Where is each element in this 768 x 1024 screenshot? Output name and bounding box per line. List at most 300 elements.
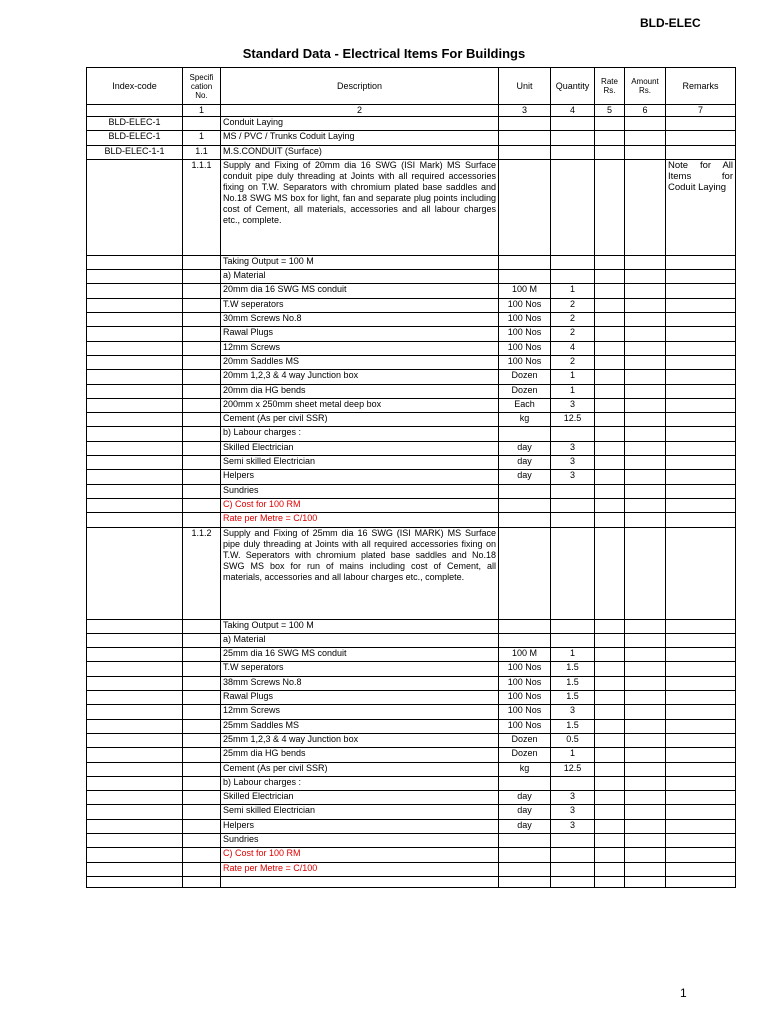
- remarks-cell: [666, 145, 736, 159]
- col-number: 3: [499, 105, 551, 117]
- header-quantity: Quantity: [551, 68, 595, 105]
- unit-cell: [499, 427, 551, 441]
- quantity-cell: 4: [551, 341, 595, 355]
- quantity-cell: 1: [551, 284, 595, 298]
- amount-cell: [625, 470, 666, 484]
- unit-cell: day: [499, 470, 551, 484]
- quantity-cell: [551, 145, 595, 159]
- blank-cell: [499, 876, 551, 887]
- blank-cell: [183, 876, 221, 887]
- description-cell: a) Material: [221, 270, 499, 284]
- remarks-cell: [666, 456, 736, 470]
- quantity-cell: 0.5: [551, 733, 595, 747]
- description-cell: Cement (As per civil SSR): [221, 762, 499, 776]
- amount-cell: [625, 313, 666, 327]
- remarks-cell: [666, 498, 736, 512]
- amount-cell: [625, 384, 666, 398]
- remarks-cell: [666, 284, 736, 298]
- table-row: [87, 498, 736, 512]
- quantity-cell: [551, 498, 595, 512]
- table-row: [87, 762, 736, 776]
- table-row: [87, 633, 736, 647]
- rate-cell: [595, 791, 625, 805]
- quantity-cell: 1.5: [551, 719, 595, 733]
- index-code-cell: [87, 748, 183, 762]
- quantity-cell: [551, 255, 595, 269]
- table-row: [87, 470, 736, 484]
- index-code-cell: [87, 819, 183, 833]
- amount-cell: [625, 791, 666, 805]
- index-code-cell: [87, 719, 183, 733]
- table-row: [87, 398, 736, 412]
- quantity-cell: 3: [551, 819, 595, 833]
- amount-cell: [625, 498, 666, 512]
- rate-cell: [595, 719, 625, 733]
- table-row: [87, 384, 736, 398]
- index-code-cell: [87, 498, 183, 512]
- amount-cell: [625, 733, 666, 747]
- blank-cell: [221, 876, 499, 887]
- index-code-cell: [87, 633, 183, 647]
- amount-cell: [625, 484, 666, 498]
- amount-cell: [625, 705, 666, 719]
- remarks-cell: [666, 848, 736, 862]
- unit-cell: 100 Nos: [499, 662, 551, 676]
- rate-cell: [595, 255, 625, 269]
- remarks-cell: [666, 676, 736, 690]
- index-code-cell: [87, 776, 183, 790]
- blank-cell: [595, 876, 625, 887]
- quantity-cell: [551, 270, 595, 284]
- amount-cell: [625, 398, 666, 412]
- description-cell: Rate per Metre = C/100: [221, 862, 499, 876]
- index-code-cell: [87, 370, 183, 384]
- unit-cell: 100 Nos: [499, 705, 551, 719]
- spec-no-cell: [183, 117, 221, 131]
- col-number: 6: [625, 105, 666, 117]
- spec-no-cell: [183, 733, 221, 747]
- unit-cell: Dozen: [499, 384, 551, 398]
- unit-cell: Dozen: [499, 733, 551, 747]
- quantity-cell: [551, 159, 595, 255]
- remarks-cell: [666, 691, 736, 705]
- index-code-cell: BLD-ELEC-1: [87, 131, 183, 145]
- description-cell: 20mm Saddles MS: [221, 355, 499, 369]
- page-title: Standard Data - Electrical Items For Buildings: [242, 46, 526, 61]
- index-code-cell: [87, 298, 183, 312]
- description-cell: M.S.CONDUIT (Surface): [221, 145, 499, 159]
- rate-cell: [595, 733, 625, 747]
- quantity-cell: 3: [551, 470, 595, 484]
- unit-cell: [499, 270, 551, 284]
- header-rate: Rate Rs.: [595, 68, 625, 105]
- table-row: [87, 662, 736, 676]
- index-code-cell: [87, 284, 183, 298]
- description-cell: Skilled Electrician: [221, 791, 499, 805]
- amount-cell: [625, 284, 666, 298]
- unit-cell: [499, 776, 551, 790]
- unit-cell: Each: [499, 398, 551, 412]
- unit-cell: kg: [499, 762, 551, 776]
- amount-cell: [625, 513, 666, 527]
- amount-cell: [625, 355, 666, 369]
- spec-no-cell: [183, 341, 221, 355]
- quantity-cell: [551, 633, 595, 647]
- index-code-cell: [87, 441, 183, 455]
- spec-no-cell: [183, 484, 221, 498]
- index-code-cell: [87, 159, 183, 255]
- remarks-cell: [666, 384, 736, 398]
- amount-cell: [625, 848, 666, 862]
- unit-cell: kg: [499, 413, 551, 427]
- spec-no-cell: [183, 413, 221, 427]
- amount-cell: [625, 833, 666, 847]
- rate-cell: [595, 676, 625, 690]
- unit-cell: 100 Nos: [499, 676, 551, 690]
- description-cell: Cement (As per civil SSR): [221, 413, 499, 427]
- unit-cell: [499, 131, 551, 145]
- rate-cell: [595, 484, 625, 498]
- spec-no-cell: [183, 456, 221, 470]
- unit-cell: [499, 862, 551, 876]
- quantity-cell: 12.5: [551, 413, 595, 427]
- unit-cell: 100 Nos: [499, 313, 551, 327]
- index-code-cell: [87, 413, 183, 427]
- header-spec-no: Specifi cation No.: [183, 68, 221, 105]
- quantity-cell: [551, 619, 595, 633]
- quantity-cell: 3: [551, 791, 595, 805]
- description-cell: C) Cost for 100 RM: [221, 848, 499, 862]
- remarks-cell: [666, 748, 736, 762]
- unit-cell: 100 Nos: [499, 298, 551, 312]
- unit-cell: 100 Nos: [499, 327, 551, 341]
- remarks-cell: [666, 805, 736, 819]
- remarks-cell: [666, 370, 736, 384]
- remarks-cell: [666, 131, 736, 145]
- remarks-cell: [666, 819, 736, 833]
- spec-no-cell: 1: [183, 131, 221, 145]
- rate-cell: [595, 117, 625, 131]
- spec-no-cell: [183, 762, 221, 776]
- spec-no-cell: [183, 833, 221, 847]
- unit-cell: [499, 527, 551, 619]
- unit-cell: 100 M: [499, 648, 551, 662]
- description-cell: 20mm dia HG bends: [221, 384, 499, 398]
- col-number: 2: [221, 105, 499, 117]
- index-code-cell: BLD-ELEC-1-1: [87, 145, 183, 159]
- amount-cell: [625, 145, 666, 159]
- rate-cell: [595, 833, 625, 847]
- description-cell: a) Material: [221, 633, 499, 647]
- remarks-cell: [666, 117, 736, 131]
- amount-cell: [625, 805, 666, 819]
- quantity-cell: [551, 427, 595, 441]
- amount-cell: [625, 676, 666, 690]
- description-cell: Rawal Plugs: [221, 327, 499, 341]
- table-row: [87, 676, 736, 690]
- amount-cell: [625, 441, 666, 455]
- description-cell: Taking Output = 100 M: [221, 255, 499, 269]
- index-code-cell: [87, 862, 183, 876]
- quantity-cell: [551, 848, 595, 862]
- table-row: [87, 513, 736, 527]
- index-code-cell: [87, 355, 183, 369]
- spec-no-cell: [183, 427, 221, 441]
- quantity-cell: 3: [551, 705, 595, 719]
- header-description: Description: [221, 68, 499, 105]
- rate-cell: [595, 441, 625, 455]
- quantity-cell: 3: [551, 441, 595, 455]
- spec-no-cell: [183, 498, 221, 512]
- remarks-cell: [666, 484, 736, 498]
- table-row: [87, 145, 736, 159]
- spec-no-cell: [183, 270, 221, 284]
- rate-cell: [595, 776, 625, 790]
- description-cell: Helpers: [221, 470, 499, 484]
- table-row: [87, 298, 736, 312]
- unit-cell: [499, 159, 551, 255]
- table-row: [87, 719, 736, 733]
- description-cell: 25mm Saddles MS: [221, 719, 499, 733]
- spec-no-cell: [183, 384, 221, 398]
- quantity-cell: 12.5: [551, 762, 595, 776]
- rate-cell: [595, 513, 625, 527]
- document-code: BLD-ELEC: [640, 16, 701, 30]
- index-code-cell: [87, 470, 183, 484]
- description-cell: Semi skilled Electrician: [221, 456, 499, 470]
- index-code-cell: [87, 833, 183, 847]
- quantity-cell: 2: [551, 298, 595, 312]
- remarks-cell: [666, 313, 736, 327]
- table-row: [87, 819, 736, 833]
- description-cell: Sundries: [221, 833, 499, 847]
- quantity-cell: 2: [551, 355, 595, 369]
- spec-no-cell: [183, 776, 221, 790]
- amount-cell: [625, 662, 666, 676]
- rate-cell: [595, 313, 625, 327]
- rate-cell: [595, 762, 625, 776]
- spec-no-cell: [183, 662, 221, 676]
- rate-cell: [595, 341, 625, 355]
- col-number: 7: [666, 105, 736, 117]
- index-code-cell: [87, 791, 183, 805]
- index-code-cell: [87, 398, 183, 412]
- amount-cell: [625, 413, 666, 427]
- unit-cell: [499, 117, 551, 131]
- description-cell: T.W seperators: [221, 298, 499, 312]
- remarks-cell: [666, 705, 736, 719]
- unit-cell: day: [499, 441, 551, 455]
- spec-no-cell: [183, 848, 221, 862]
- rate-cell: [595, 805, 625, 819]
- description-cell: 12mm Screws: [221, 705, 499, 719]
- amount-cell: [625, 255, 666, 269]
- index-code-cell: [87, 270, 183, 284]
- remarks-cell: [666, 327, 736, 341]
- index-code-cell: [87, 427, 183, 441]
- spec-no-cell: [183, 648, 221, 662]
- unit-cell: 100 M: [499, 284, 551, 298]
- amount-cell: [625, 819, 666, 833]
- spec-no-cell: 1.1.1: [183, 159, 221, 255]
- table-row: [87, 705, 736, 719]
- index-code-cell: [87, 705, 183, 719]
- unit-cell: day: [499, 819, 551, 833]
- amount-cell: [625, 762, 666, 776]
- table-row: [87, 117, 736, 131]
- rate-cell: [595, 284, 625, 298]
- spec-no-cell: [183, 398, 221, 412]
- remarks-cell: [666, 470, 736, 484]
- table-row: [87, 427, 736, 441]
- rate-cell: [595, 527, 625, 619]
- table-row: [87, 748, 736, 762]
- spec-no-cell: 1.1: [183, 145, 221, 159]
- rate-cell: [595, 370, 625, 384]
- quantity-cell: [551, 776, 595, 790]
- amount-cell: [625, 456, 666, 470]
- unit-cell: 100 Nos: [499, 719, 551, 733]
- amount-cell: [625, 619, 666, 633]
- amount-cell: [625, 159, 666, 255]
- header-remarks: Remarks: [666, 68, 736, 105]
- quantity-cell: 1: [551, 370, 595, 384]
- quantity-cell: 3: [551, 805, 595, 819]
- table-row: [87, 648, 736, 662]
- unit-cell: [499, 833, 551, 847]
- quantity-cell: 1.5: [551, 676, 595, 690]
- rate-cell: [595, 131, 625, 145]
- description-cell: b) Labour charges :: [221, 427, 499, 441]
- unit-cell: [499, 513, 551, 527]
- rate-cell: [595, 862, 625, 876]
- rate-cell: [595, 159, 625, 255]
- rate-cell: [595, 298, 625, 312]
- table-row: [87, 848, 736, 862]
- quantity-cell: 2: [551, 327, 595, 341]
- rate-cell: [595, 848, 625, 862]
- rate-cell: [595, 633, 625, 647]
- quantity-cell: 3: [551, 398, 595, 412]
- remarks-cell: [666, 341, 736, 355]
- unit-cell: [499, 498, 551, 512]
- unit-cell: day: [499, 805, 551, 819]
- remarks-cell: [666, 298, 736, 312]
- description-cell: Skilled Electrician: [221, 441, 499, 455]
- description-cell: MS / PVC / Trunks Coduit Laying: [221, 131, 499, 145]
- remarks-cell: [666, 762, 736, 776]
- spec-no-cell: [183, 791, 221, 805]
- table-row: [87, 619, 736, 633]
- remarks-cell: [666, 633, 736, 647]
- header-unit: Unit: [499, 68, 551, 105]
- spec-no-cell: [183, 805, 221, 819]
- col-number: 4: [551, 105, 595, 117]
- table-row: [87, 313, 736, 327]
- index-code-cell: [87, 676, 183, 690]
- unit-cell: 100 Nos: [499, 355, 551, 369]
- remarks-cell: [666, 719, 736, 733]
- index-code-cell: [87, 527, 183, 619]
- index-code-cell: [87, 619, 183, 633]
- remarks-cell: [666, 355, 736, 369]
- remarks-cell: [666, 833, 736, 847]
- description-cell: Rawal Plugs: [221, 691, 499, 705]
- spec-no-cell: [183, 819, 221, 833]
- table-row: [87, 370, 736, 384]
- remarks-cell: [666, 619, 736, 633]
- description-cell: Taking Output = 100 M: [221, 619, 499, 633]
- unit-cell: day: [499, 456, 551, 470]
- rate-cell: [595, 398, 625, 412]
- remarks-cell: [666, 255, 736, 269]
- quantity-cell: [551, 117, 595, 131]
- rate-cell: [595, 355, 625, 369]
- description-cell: b) Labour charges :: [221, 776, 499, 790]
- col-number-blank: [87, 105, 183, 117]
- remarks-cell: [666, 862, 736, 876]
- amount-cell: [625, 719, 666, 733]
- rate-cell: [595, 145, 625, 159]
- col-number: 1: [183, 105, 221, 117]
- unit-cell: [499, 484, 551, 498]
- index-code-cell: [87, 805, 183, 819]
- quantity-cell: [551, 484, 595, 498]
- unit-cell: [499, 255, 551, 269]
- description-cell: T.W seperators: [221, 662, 499, 676]
- index-code-cell: [87, 255, 183, 269]
- amount-cell: [625, 327, 666, 341]
- rate-cell: [595, 270, 625, 284]
- table-row: [87, 733, 736, 747]
- remarks-cell: [666, 791, 736, 805]
- index-code-cell: [87, 648, 183, 662]
- table-row: [87, 355, 736, 369]
- remarks-cell: [666, 662, 736, 676]
- page-number: 1: [680, 986, 687, 1000]
- standard-data-table: [86, 67, 736, 888]
- unit-cell: [499, 145, 551, 159]
- spec-no-cell: [183, 327, 221, 341]
- description-cell: Sundries: [221, 484, 499, 498]
- unit-cell: day: [499, 791, 551, 805]
- index-code-cell: [87, 484, 183, 498]
- rate-cell: [595, 384, 625, 398]
- quantity-cell: [551, 513, 595, 527]
- table-row: [87, 833, 736, 847]
- index-code-cell: [87, 662, 183, 676]
- column-number-row: [87, 105, 736, 117]
- quantity-cell: [551, 527, 595, 619]
- amount-cell: [625, 862, 666, 876]
- spec-no-cell: [183, 370, 221, 384]
- spec-no-cell: [183, 676, 221, 690]
- description-cell: 25mm dia 16 SWG MS conduit: [221, 648, 499, 662]
- amount-cell: [625, 648, 666, 662]
- amount-cell: [625, 270, 666, 284]
- table-row: [87, 255, 736, 269]
- table-row: [87, 441, 736, 455]
- description-cell: Supply and Fixing of 25mm dia 16 SWG (ISI MARK) MS Surface pipe duly threading at Joints with all required accessories fixing on T.W. Seperators with chromium plated base saddles and No.18 SWG MS box for run of mains including cost of Cement, all materials, accessories and all labour charges etc., complete.: [221, 527, 499, 619]
- spec-no-cell: [183, 705, 221, 719]
- amount-cell: [625, 117, 666, 131]
- amount-cell: [625, 427, 666, 441]
- blank-cell: [551, 876, 595, 887]
- amount-cell: [625, 341, 666, 355]
- description-cell: 20mm dia 16 SWG MS conduit: [221, 284, 499, 298]
- rate-cell: [595, 327, 625, 341]
- spec-no-cell: [183, 470, 221, 484]
